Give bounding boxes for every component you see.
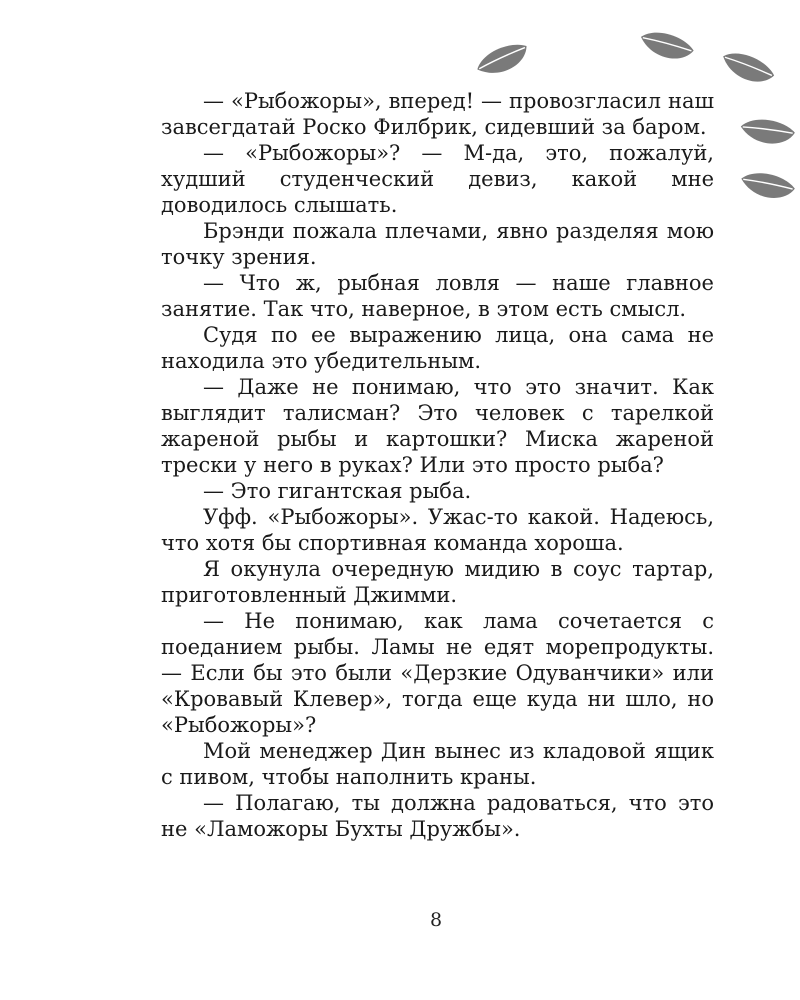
paragraph: Уфф. «Рыбожоры». Ужас-то какой. Надеюсь, что хотя бы спортивная команда хороша. [161, 505, 714, 555]
paragraph: Мой менеджер Дин вынес из кладовой ящик с пивом, чтобы наполнить краны. [161, 739, 714, 789]
paragraph: — Что ж, рыбная ловля — наше главное занятие. Так что, наверное, в этом есть смысл. [161, 271, 714, 321]
leaf-icon [470, 36, 536, 86]
paragraph: — «Рыбожоры»? — М-да, это, пожалуй, худший студенческий девиз, какой мне доводилось слышать. [161, 141, 714, 217]
paragraph: Брэнди пожала плечами, явно разделяя мою точку зрения. [161, 219, 714, 269]
paragraph: — Не понимаю, как лама сочетается с поеданием рыбы. Ламы не едят морепродукты. — Если бы это были «Дерзкие Одуванчики» или «Кровавый Клевер», тогда еще куда ни шло, но «Рыбожоры»? [161, 609, 714, 737]
leaf-icon [713, 40, 780, 97]
leaf-icon [735, 109, 800, 156]
leaf-icon [734, 162, 800, 212]
paragraph: — Полагаю, ты должна радоваться, что это не «Ламожоры Бухты Дружбы». [161, 791, 714, 841]
body-text [161, 88, 714, 842]
paragraph: — «Рыбожоры», вперед! — провозгласил наш завсегдатай Роско Филбрик, сидевший за баром. [161, 89, 714, 139]
leaf-icon [633, 20, 700, 73]
paragraph: — Даже не понимаю, что это значит. Как выглядит талисман? Это человек с тарелкой жареной рыбы и картошки? Миска жареной трески у него в руках? Или это просто рыба? [161, 375, 714, 477]
paragraph: Я окунула очередную мидию в соус тартар, приготовленный Джимми. [161, 557, 714, 607]
page-number: 8 [429, 909, 443, 931]
paragraph: — Это гигантская рыба. [203, 479, 472, 503]
paragraph: Судя по ее выражению лица, она сама не находила это убедительным. [161, 323, 714, 373]
